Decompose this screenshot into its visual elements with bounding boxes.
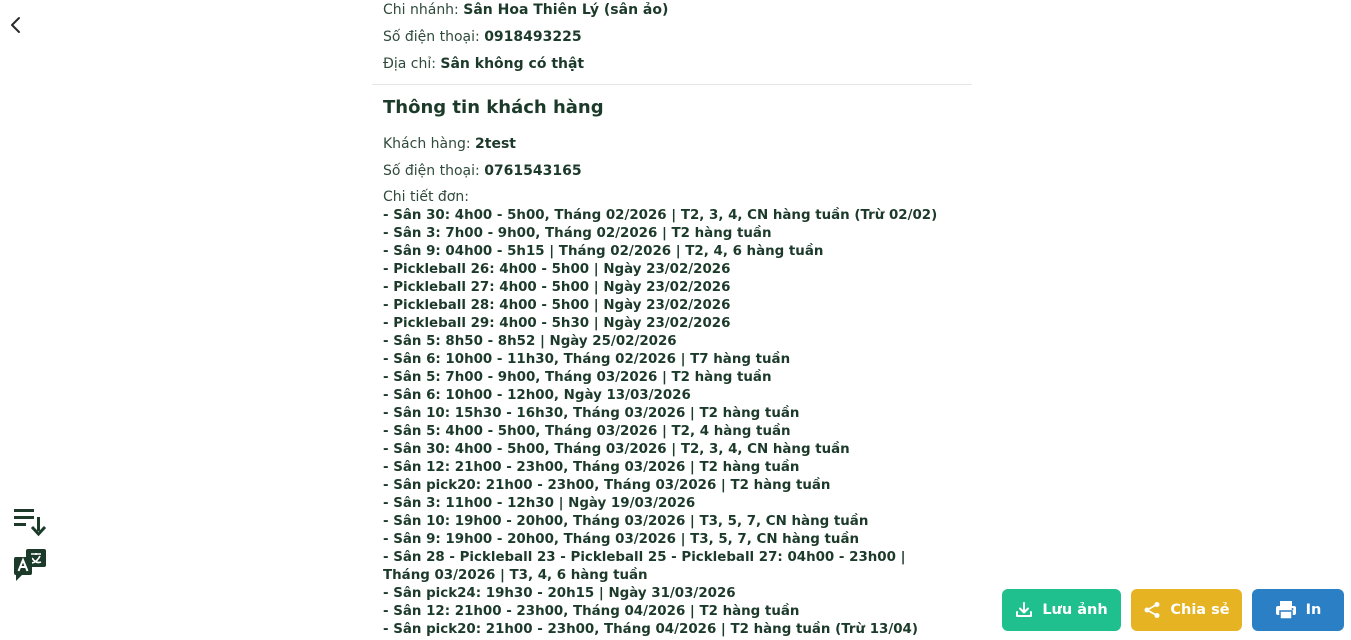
order-detail-item: - Sân 5: 7h00 - 9h00, Tháng 03/2026 | T2 hàng tuần	[383, 370, 772, 385]
share-button[interactable]	[1131, 589, 1242, 631]
order-detail-item: - Sân pick20: 21h00 - 23h00, Tháng 04/2026 | T2 hàng tuần (Trừ 13/04)	[383, 622, 918, 637]
branch-value: Sân Hoa Thiên Lý (sân ảo)	[463, 2, 669, 18]
order-detail-item: - Sân 28 - Pickleball 23 - Pickleball 25 - Pickleball 27: 04h00 - 23h00 | Tháng 03/2026 | T3, 4, 6 hàng tuần	[383, 550, 911, 583]
order-detail-item: - Sân 30: 4h00 - 5h00, Tháng 03/2026 | T2, 3, 4, CN hàng tuần	[383, 442, 850, 457]
print-button[interactable]	[1252, 589, 1344, 631]
save-image-label: Lưu ảnh	[1042, 602, 1108, 618]
order-detail-list	[383, 207, 943, 639]
customer-phone-value: 0761543165	[484, 163, 582, 179]
order-detail-label: Chi tiết đơn:	[383, 189, 469, 205]
branch-phone-label: Số điện thoại:	[383, 29, 480, 45]
branch-address-label: Địa chỉ:	[383, 56, 436, 72]
branch-address-row	[383, 55, 584, 73]
save-image-button[interactable]	[1002, 589, 1121, 631]
customer-name-value: 2test	[475, 136, 517, 152]
translate-icon	[12, 547, 48, 583]
order-detail-item: - Sân pick24: 19h30 - 20h15 | Ngày 31/03/2026	[383, 586, 736, 601]
customer-section-title: Thông tin khách hàng	[383, 97, 604, 118]
sort-list-icon	[12, 504, 48, 540]
order-detail-item: - Sân 9: 04h00 - 5h15 | Tháng 02/2026 | T2, 4, 6 hàng tuần	[383, 244, 824, 259]
customer-phone-label: Số điện thoại:	[383, 163, 480, 179]
order-detail-item: - Pickleball 26: 4h00 - 5h00 | Ngày 23/02/2026	[383, 262, 731, 277]
order-detail-item: - Sân 5: 8h50 - 8h52 | Ngày 25/02/2026	[383, 334, 677, 349]
order-detail-item: - Sân 3: 7h00 - 9h00, Tháng 02/2026 | T2 hàng tuần	[383, 226, 772, 241]
order-detail-item: - Pickleball 27: 4h00 - 5h00 | Ngày 23/02/2026	[383, 280, 731, 295]
customer-name-label: Khách hàng:	[383, 136, 471, 152]
order-detail-item: - Sân 9: 19h00 - 20h00, Tháng 03/2026 | T3, 5, 7, CN hàng tuần	[383, 532, 860, 547]
share-label: Chia sẻ	[1170, 602, 1230, 618]
back-button[interactable]	[6, 14, 26, 36]
order-detail-item: - Sân 5: 4h00 - 5h00, Tháng 03/2026 | T2, 4 hàng tuần	[383, 424, 791, 439]
branch-row	[383, 1, 668, 19]
branch-phone-row	[383, 28, 582, 46]
order-detail-item: - Sân 10: 19h00 - 20h00, Tháng 03/2026 | T3, 5, 7, CN hàng tuần	[383, 514, 869, 529]
sort-button[interactable]	[12, 504, 48, 540]
order-detail-item: - Sân 3: 11h00 - 12h30 | Ngày 19/03/2026	[383, 496, 696, 511]
order-detail-item: - Sân 30: 4h00 - 5h00, Tháng 02/2026 | T2, 3, 4, CN hàng tuần (Trừ 02/02)	[383, 208, 938, 223]
order-detail-item: - Sân 12: 21h00 - 23h00, Tháng 04/2026 | T2 hàng tuần	[383, 604, 800, 619]
branch-phone-value: 0918493225	[484, 29, 582, 45]
order-detail-item: - Sân pick20: 21h00 - 23h00, Tháng 03/2026 | T2 hàng tuần	[383, 478, 831, 493]
order-detail-item: - Sân 6: 10h00 - 12h00, Ngày 13/03/2026	[383, 388, 691, 403]
printer-icon	[1275, 600, 1297, 620]
order-detail-item: - Sân 6: 10h00 - 11h30, Tháng 02/2026 | T7 hàng tuần	[383, 352, 791, 367]
print-label: In	[1305, 602, 1322, 618]
order-detail-item: - Pickleball 28: 4h00 - 5h00 | Ngày 23/02/2026	[383, 298, 731, 313]
translate-button[interactable]	[12, 547, 48, 583]
section-divider	[372, 84, 972, 85]
order-detail-item: - Pickleball 29: 4h00 - 5h30 | Ngày 23/02/2026	[383, 316, 731, 331]
branch-address-value: Sân không có thật	[440, 56, 585, 72]
share-icon	[1143, 601, 1161, 619]
chevron-left-icon	[6, 14, 26, 36]
order-detail-item: - Sân 10: 15h30 - 16h30, Tháng 03/2026 | T2 hàng tuần	[383, 406, 800, 421]
download-icon	[1015, 601, 1033, 619]
customer-name-row	[383, 135, 516, 153]
order-detail-item: - Sân 12: 21h00 - 23h00, Tháng 03/2026 | T2 hàng tuần	[383, 460, 800, 475]
branch-label: Chi nhánh:	[383, 2, 459, 18]
customer-phone-row	[383, 162, 582, 180]
